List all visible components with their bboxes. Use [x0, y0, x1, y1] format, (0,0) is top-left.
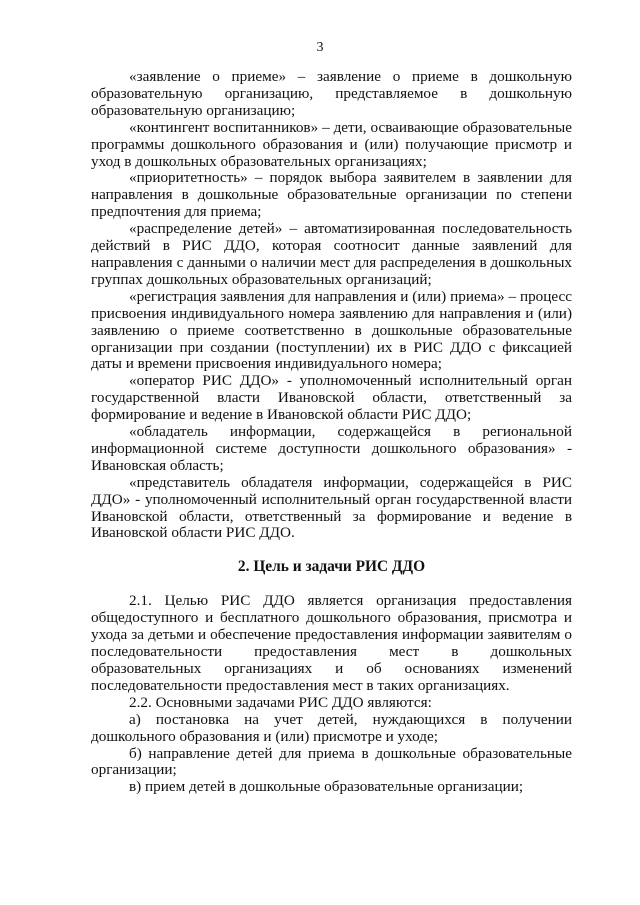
- task-item: в) прием детей в дошкольные образовательные организации;: [129, 778, 524, 796]
- section-heading: 2. Цель и задачи РИС ДДО: [237, 558, 426, 576]
- document-body: [91, 69, 572, 796]
- section-body: [91, 593, 572, 796]
- page-number: 3: [316, 40, 324, 55]
- task-item: б) направление детей для приема в дошкольные образовательные организации;: [91, 744, 572, 779]
- definitions-list: [91, 69, 572, 542]
- section-paragraph: 2.1. Целью РИС ДДО является организация предоставления общедоступного и бесплатного дошкольного образования, присмотра и ухода за детьми и обеспечение предоставления информации заявителям о последовательности предоставления мест в дошкольных образовательных организациях и об основаниях изменений последовательности предоставления мест в таких организациях.: [91, 592, 572, 694]
- definition-paragraph: «обладатель информации, содержащейся в региональной информационной системе доступности дошкольного образования» - Ивановская область;: [91, 423, 572, 474]
- definition-paragraph: «заявление о приеме» – заявление о приеме в дошкольную образовательную организацию, представляемое в дошкольную образовательную организацию;: [91, 68, 572, 119]
- definition-paragraph: «приоритетность» – порядок выбора заявителем в заявлении для направления в дошкольные образовательные организации по степени предпочтения для приема;: [91, 169, 572, 221]
- spacer: [91, 542, 572, 558]
- definition-paragraph: «распределение детей» – автоматизированная последовательность действий в РИС ДДО, которая соотносит данные заявлений для направления с данными о наличии мест для распределения в дошкольных группах дошкольных образовательных организаций;: [91, 220, 572, 288]
- task-item: а) постановка на учет детей, нуждающихся в получении дошкольного образования и (или) присмотре и уходе;: [91, 710, 572, 745]
- section-paragraph: 2.2. Основными задачами РИС ДДО являются:: [129, 693, 432, 711]
- definition-paragraph: «представитель обладателя информации, содержащейся в РИС ДДО» - уполномоченный исполнительный орган государственной власти Ивановской области, ответственный за формирование и ведение в Ивановской области РИС ДДО.: [91, 473, 572, 542]
- definition-paragraph: «оператор РИС ДДО» - уполномоченный исполнительный орган государственной власти Ивановской области, ответственный за формирование и ведение в Ивановской области РИС ДДО;: [91, 372, 572, 424]
- definition-paragraph: «регистрация заявления для направления и (или) приема» – процесс присвоения индивидуального номера заявлению для направления и (или) заявлению о приеме соответственно в дошкольные образовательные организации при создании (поступлении) их в РИС ДДО с фиксацией даты и времени присвоения индивидуального номера;: [91, 287, 572, 373]
- definition-paragraph: «контингент воспитанников» – дети, осваивающие образовательные программы дошкольного образования и (или) получающие присмотр и уход в дошкольных образовательных организациях;: [91, 118, 572, 170]
- spacer: [91, 576, 572, 593]
